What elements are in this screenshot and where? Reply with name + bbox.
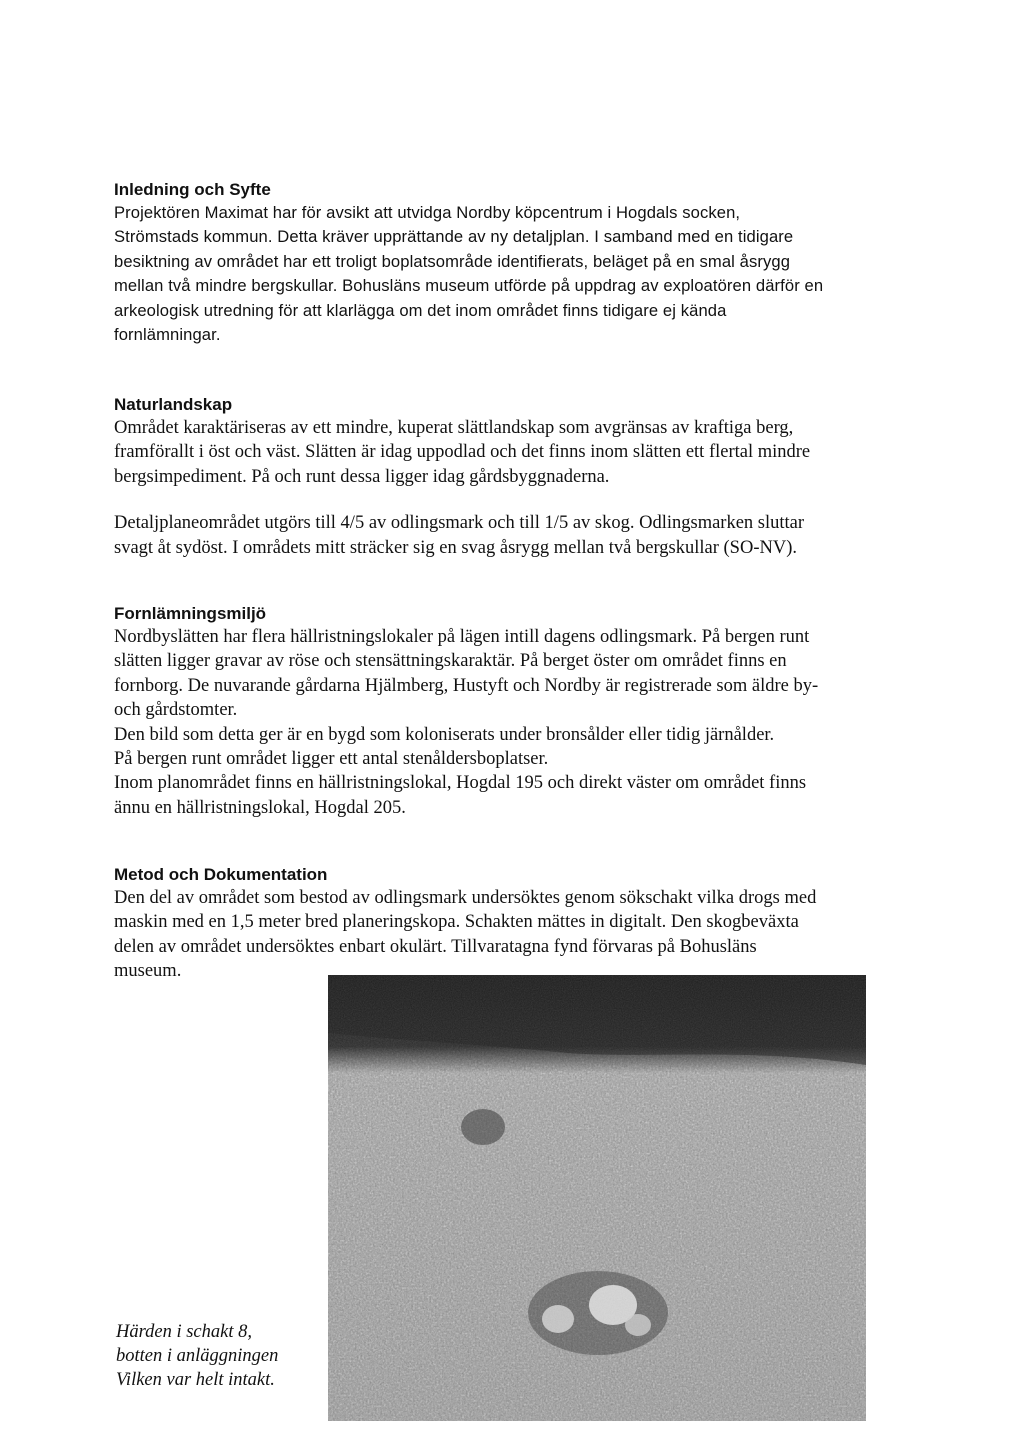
text-line: fornborg. De nuvarande gårdarna Hjälmberg, Hustyft och Nordby är registrerade som äldre by- xyxy=(114,675,819,696)
section-heading: Inledning och Syfte xyxy=(114,180,271,199)
text-line: maskin med en 1,5 meter bred planeringskopa. Schakten mättes in digitalt. Den skogbeväxta xyxy=(114,912,799,933)
section-naturlandskap xyxy=(114,394,914,560)
photo-caption xyxy=(116,1320,278,1392)
photo-fine-grain xyxy=(328,975,866,1421)
section-heading: Fornlämningsmiljö xyxy=(114,604,267,623)
caption-line: Vilken var helt intakt. xyxy=(116,1370,275,1390)
text-line: Strömstads kommun. Detta kräver upprättande av ny detaljplan. I samband med en tidigare xyxy=(114,227,794,247)
text-line: besiktning av området har ett troligt boplatsområde identifierats, beläget på en smal åsrygg xyxy=(114,251,791,271)
section-paragraph xyxy=(114,886,914,984)
section-paragraph xyxy=(114,416,914,489)
section-inledning xyxy=(114,179,914,347)
caption-line: Härden i schakt 8, xyxy=(116,1322,252,1342)
hearth-photo-image xyxy=(328,975,866,1421)
text-line: och gårdstomter. xyxy=(114,700,238,721)
text-line: bergsimpediment. På och runt dessa ligger idag gårdsbyggnaderna. xyxy=(114,466,610,487)
text-line: svagt åt sydöst. I områdets mitt sträcker sig en svag åsrygg mellan två bergskullar (SO-NV). xyxy=(114,537,797,558)
text-line: arkeologisk utredning för att klarlägga om det inom området finns tidigare ej kända xyxy=(114,300,727,320)
section-heading: Naturlandskap xyxy=(114,395,233,414)
excavation-photo xyxy=(328,975,866,1421)
caption-line: botten i anläggningen xyxy=(116,1346,279,1366)
text-line: Projektören Maximat har för avsikt att utvidga Nordby köpcentrum i Hogdals socken, xyxy=(114,203,741,222)
section-heading: Metod och Dokumentation xyxy=(114,865,328,884)
section-paragraph xyxy=(114,511,914,560)
text-line: Området karaktäriseras av ett mindre, kuperat slättlandskap som avgränsas av kraftiga berg, xyxy=(114,418,794,438)
text-line: fornlämningar. xyxy=(114,325,221,345)
text-line: Den del av området som bestod av odlingsmark undersöktes genom sökschakt vilka drogs med xyxy=(114,888,817,908)
text-line: Detaljplaneområdet utgörs till 4/5 av odlingsmark och till 1/5 av skog. Odlingsmarken sluttar xyxy=(114,513,805,534)
section-fornlamningsmiljo xyxy=(114,603,914,820)
text-line: Inom planområdet finns en hällristningslokal, Hogdal 195 och direkt väster om området finns xyxy=(114,773,807,794)
section-paragraph xyxy=(114,625,914,820)
text-line: Den bild som detta ger är en bygd som koloniserats under bronsålder eller tidig järnålder. xyxy=(114,724,775,745)
text-line: framförallt i öst och väst. Slätten är idag uppodlad och det finns inom slätten ett flertal mindre xyxy=(114,442,811,463)
section-paragraph xyxy=(114,201,914,347)
text-line: slätten ligger gravar av röse och stensättningskaraktär. På berget öster om området finns en xyxy=(114,651,787,672)
text-line: Nordbyslätten har flera hällristningslokaler på lägen intill dagens odlingsmark. På bergen runt xyxy=(114,627,810,647)
text-line: museum. xyxy=(114,961,182,982)
section-metod xyxy=(114,864,914,984)
text-line: mellan två mindre bergskullar. Bohusläns museum utförde på uppdrag av exploatören därför en xyxy=(114,276,824,296)
text-line: ännu en hällristningslokal, Hogdal 205. xyxy=(114,797,406,818)
text-line: På bergen runt området ligger ett antal stenåldersboplatser. xyxy=(114,749,549,770)
text-line: delen av området undersöktes enbart okulärt. Tillvaratagna fynd förvaras på Bohusläns xyxy=(114,936,757,957)
